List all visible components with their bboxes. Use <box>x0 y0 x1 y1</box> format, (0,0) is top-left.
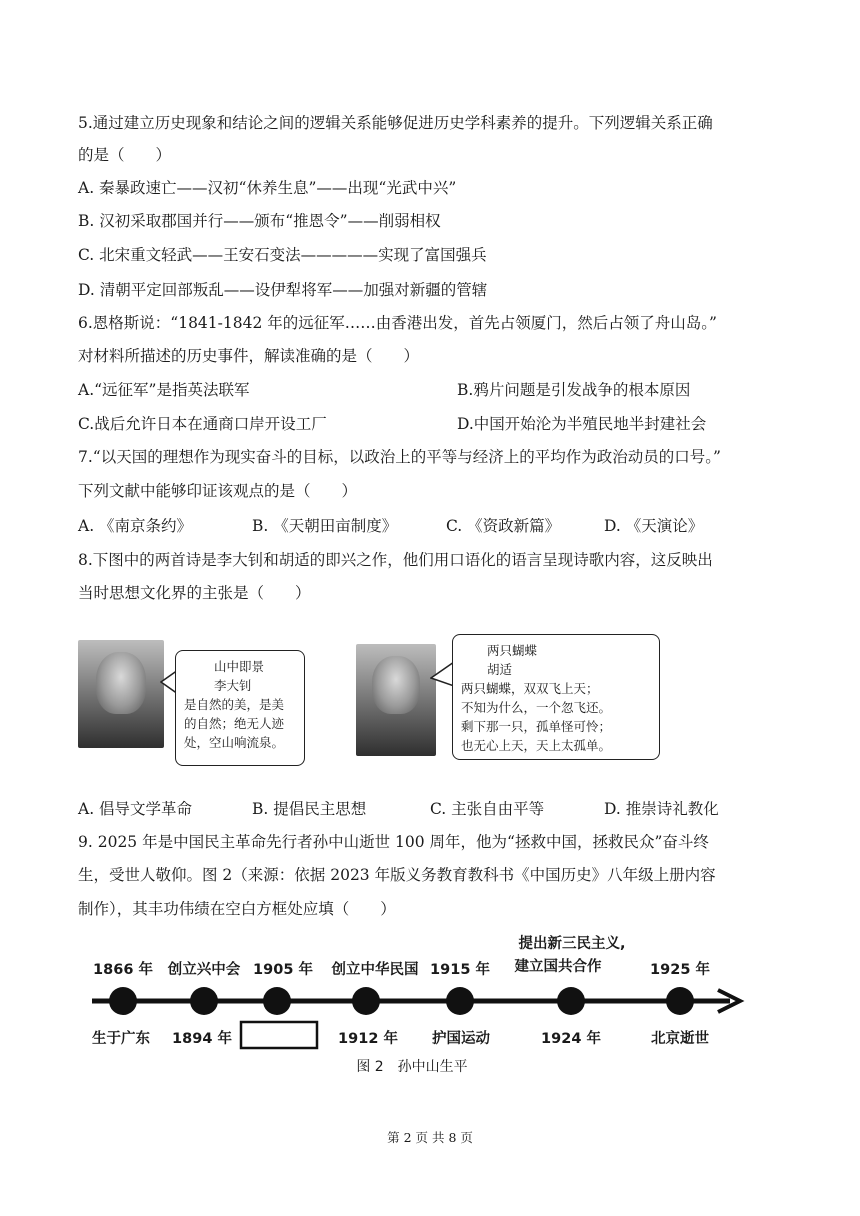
timeline-dot <box>352 987 380 1015</box>
page-footer: 第 2 页 共 8 页 <box>387 1130 473 1145</box>
timeline-top-label: 1866 年 <box>93 962 153 978</box>
timeline-bottom-label: 生于广东 <box>92 1031 150 1047</box>
q5-stem-line2: 的是（ ） <box>78 146 172 164</box>
q7-option-a: A. 《南京条约》 <box>78 517 193 535</box>
q9-stem-line2: 生，受世人敬仰。图 2（来源：依据 2023 年版义务教育教科书《中国历史》八年级上册内容 <box>78 866 716 884</box>
poem1-title: 山中即景 <box>214 659 265 674</box>
timeline-dot <box>666 987 694 1015</box>
timeline-dot <box>446 987 474 1015</box>
blank-answer-box <box>241 1022 317 1048</box>
timeline-dot <box>109 987 137 1015</box>
timeline-top-label: 创立中华民国 <box>331 962 419 978</box>
poem1-line: 是自然的美，是美 <box>184 697 285 712</box>
timeline-top-label: 1925 年 <box>650 962 710 978</box>
q9-stem-line3: 制作），其丰功伟绩在空白方框处应填（ ） <box>78 900 396 918</box>
timeline-bottom-label: 北京逝世 <box>651 1031 709 1047</box>
timeline-top-label: 1915 年 <box>430 962 490 978</box>
timeline-top-label: 建立国共合作 <box>514 959 602 975</box>
timeline-dot <box>557 987 585 1015</box>
poem1-line: 处，空山响流泉。 <box>184 735 285 750</box>
timeline-bottom-label: 1924 年 <box>541 1031 601 1047</box>
q6-stem-line2: 对材料所描述的历史事件，解读准确的是（ ） <box>78 347 420 365</box>
q7-option-c: C. 《资政新篇》 <box>446 517 561 535</box>
timeline-bottom-label: 护国运动 <box>432 1031 490 1047</box>
timeline-top-label: 1905 年 <box>253 962 313 978</box>
q7-stem-line1: 7.“以天国的理想作为现实奋斗的目标，以政治上的平等与经济上的平均作为政治动员的口号。” <box>78 448 721 466</box>
q8-option-c: C. 主张自由平等 <box>430 800 545 818</box>
q6-option-d: D.中国开始沦为半殖民地半封建社会 <box>457 415 707 433</box>
q5-stem-line1: 5.通过建立历史现象和结论之间的逻辑关系能够促进历史学科素养的提升。下列逻辑关系正确 <box>78 114 713 132</box>
q6-option-a: A.“远征军”是指英法联军 <box>78 381 250 399</box>
q8-stem-line2: 当时思想文化界的主张是（ ） <box>78 584 311 602</box>
q5-option-b: B. 汉初采取郡国并行——颁布“推恩令”——削弱相权 <box>78 212 441 230</box>
poem2-author: 胡适 <box>487 662 513 677</box>
timeline-bottom-label: 1894 年 <box>172 1031 232 1047</box>
q9-stem-line1: 9. 2025 年是中国民主革命先行者孙中山逝世 100 周年，他为“拯救中国，拯救民众”奋斗终 <box>78 833 709 851</box>
q8-option-d: D. 推崇诗礼教化 <box>604 800 719 818</box>
timeline-top-label: 提出新三民主义, <box>518 936 626 952</box>
poem2-line: 也无心上天，天上太孤单。 <box>461 738 612 753</box>
q8-option-a: A. 倡导文学革命 <box>78 800 193 818</box>
poem2-line: 不知为什么，一个忽飞还。 <box>461 700 612 715</box>
timeline-top-label: 创立兴中会 <box>167 962 241 978</box>
poem2-title: 两只蝴蝶 <box>487 643 538 658</box>
timeline-dot <box>190 987 218 1015</box>
timeline-bottom-label: 1912 年 <box>338 1031 398 1047</box>
q5-option-a: A. 秦暴政速亡——汉初“休养生息”——出现“光武中兴” <box>78 179 457 197</box>
q6-option-c: C.战后允许日本在通商口岸开设工厂 <box>78 415 327 433</box>
q5-option-c: C. 北宋重文轻武——王安石变法—————实现了富国强兵 <box>78 246 487 264</box>
q6-option-b: B.鸦片问题是引发战争的根本原因 <box>457 381 691 399</box>
q7-option-d: D. 《天演论》 <box>604 517 704 535</box>
q7-option-b: B. 《天朝田亩制度》 <box>252 517 398 535</box>
poem2-line: 两只蝴蝶，双双飞上天； <box>461 681 599 696</box>
q7-stem-line2: 下列文献中能够印证该观点的是（ ） <box>78 482 358 500</box>
poem2-line: 剩下那一只，孤单怪可怜； <box>461 719 612 734</box>
q8-stem-line1: 8.下图中的两首诗是李大钊和胡适的即兴之作，他们用口语化的语言呈现诗歌内容，这反映出 <box>78 551 713 569</box>
q8-option-b: B. 提倡民主思想 <box>252 800 367 818</box>
poem1-author: 李大钊 <box>214 678 252 693</box>
timeline-dot <box>263 987 291 1015</box>
figure-caption: 图 2 孙中山生平 <box>356 1059 468 1075</box>
poem1-line: 的自然；绝无人迹 <box>184 716 285 731</box>
q6-stem-line1: 6.恩格斯说：“1841-1842 年的远征军……由香港出发，首先占领厦门，然后占领了舟山岛。” <box>78 314 717 332</box>
q5-option-d: D. 清朝平定回部叛乱——设伊犁将军——加强对新疆的管辖 <box>78 281 488 299</box>
